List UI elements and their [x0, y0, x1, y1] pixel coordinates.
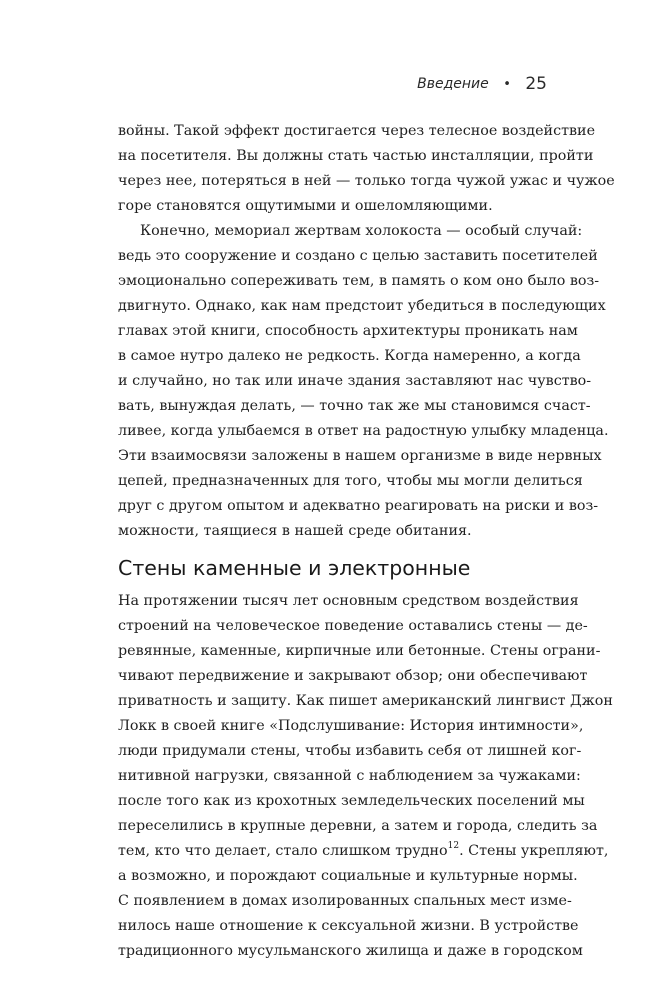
text-line-with-footnote	[118, 839, 609, 864]
body-text	[118, 119, 615, 964]
text-line: в самое нутро далеко не редкость. Когда намеренно, а когда	[118, 348, 581, 364]
text-line: через нее, потеряться в ней — только тогда чужой ужас и чужое	[118, 173, 615, 189]
text-line: нилось наше отношение к сексуальной жизни. В устройстве	[118, 918, 579, 934]
text-segment: тем, кто что делает, стало слишком трудно	[118, 843, 448, 859]
text-line: переселились в крупные деревни, а затем и города, следить за	[118, 818, 598, 834]
text-line: строений на человеческое поведение оставались стены — де-	[118, 618, 588, 634]
paragraph-continued	[118, 119, 615, 219]
text-line: люди придумали стены, чтобы избавить себя от лишней ког-	[118, 743, 582, 759]
text-line: главах этой книги, способность архитектуры проникать нам	[118, 323, 578, 339]
text-line: На протяжении тысяч лет основным средством воздействия	[118, 593, 579, 609]
text-line: двигнуто. Однако, как нам предстоит убедиться в последующих	[118, 298, 606, 314]
chapter-title: Введение	[417, 76, 489, 92]
paragraph-walls	[118, 589, 613, 964]
text-line: горе становятся ощутимыми и ошеломляющими.	[118, 198, 493, 214]
header-separator: •	[503, 77, 511, 92]
text-line: С появлением в домах изолированных спальных мест изме-	[118, 893, 572, 909]
text-line: на посетителя. Вы должны стать частью инсталляции, пройти	[118, 148, 594, 164]
text-line: нитивной нагрузки, связанной с наблюдением за чужаками:	[118, 768, 581, 784]
text-line: ревянные, каменные, кирпичные или бетонные. Стены ограни-	[118, 643, 601, 659]
text-line: традиционного мусульманского жилища и даже в городском	[118, 943, 583, 959]
text-line: Конечно, мемориал жертвам холокоста — особый случай:	[140, 223, 583, 239]
text-line: эмоционально сопереживать тем, в память о ком оно было воз-	[118, 273, 600, 289]
text-line: после того как из крохотных земледельческих поселений мы	[118, 793, 585, 809]
text-line: а возможно, и порождают социальные и культурные нормы.	[118, 868, 578, 884]
text-line: ведь это сооружение и создано с целью заставить посетителей	[118, 248, 598, 264]
text-line: можности, таящиеся в нашей среде обитания.	[118, 523, 472, 539]
running-header	[417, 73, 547, 93]
text-line: войны. Такой эффект достигается через телесное воздействие	[118, 123, 596, 139]
text-line: и случайно, но так или иначе здания заставляют нас чувство-	[118, 373, 592, 389]
text-line: Эти взаимосвязи заложены в нашем организме в виде нервных	[118, 448, 602, 464]
text-line: друг с другом опытом и адекватно реагировать на риски и воз-	[118, 498, 599, 514]
text-segment: . Стены укрепляют,	[459, 843, 609, 859]
section-heading: Стены каменные и электронные	[118, 556, 471, 580]
page-number: 25	[525, 74, 547, 94]
text-line: вать, вынуждая делать, — точно так же мы становимся счаст-	[118, 398, 591, 414]
text-line: цепей, предназначенных для того, чтобы мы могли делиться	[118, 473, 583, 489]
footnote-reference[interactable]: 12	[447, 841, 460, 852]
text-line: Локк в своей книге «Подслушивание: История интимности»,	[118, 718, 584, 734]
paragraph-memorial	[118, 219, 609, 544]
text-line: чивают передвижение и закрывают обзор; они обеспечивают	[118, 668, 588, 684]
text-line: приватность и защиту. Как пишет американский лингвист Джон	[118, 693, 613, 709]
text-line: ливее, когда улыбаемся в ответ на радостную улыбку младенца.	[118, 423, 609, 439]
